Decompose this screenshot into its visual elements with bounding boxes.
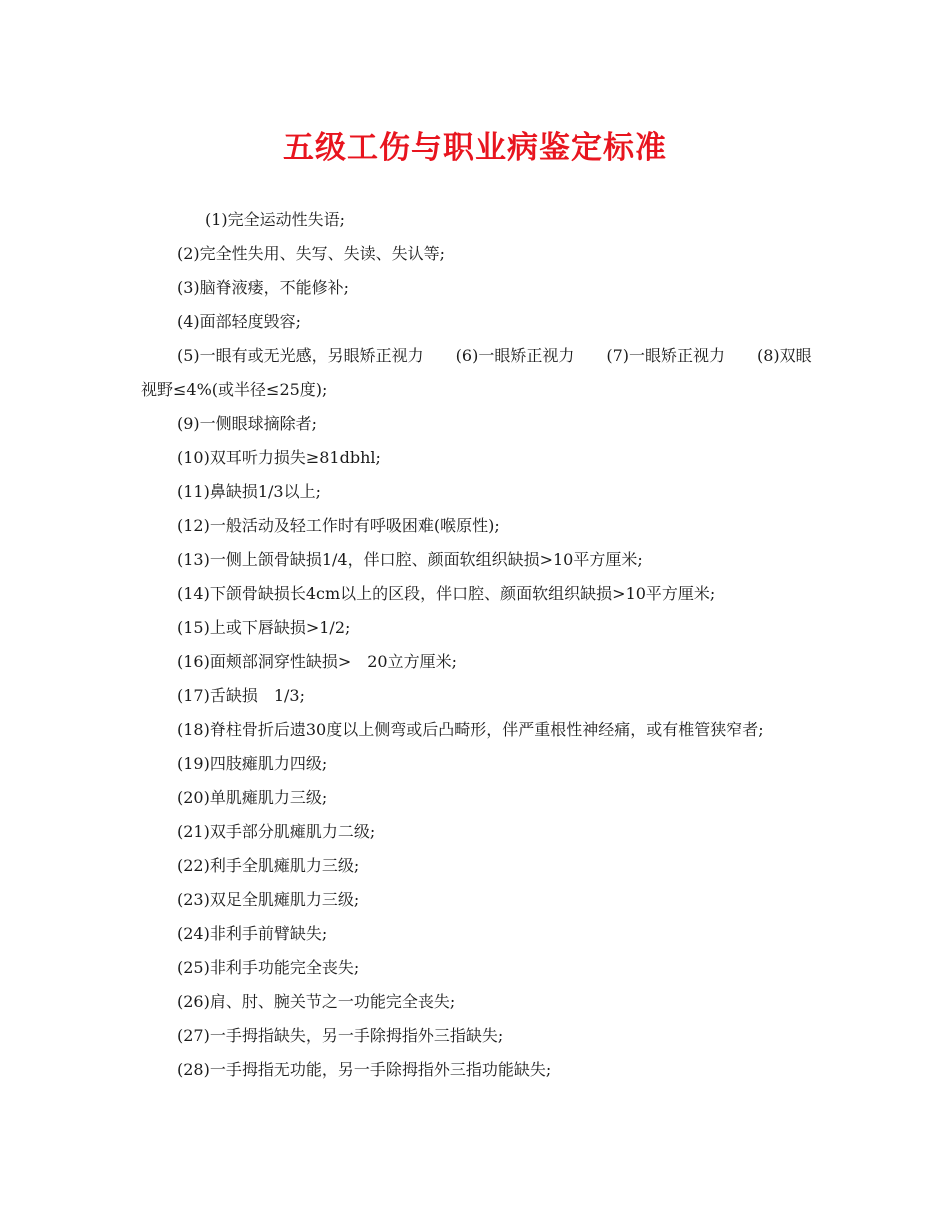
- list-item: (17)舌缺损 1/3;: [177, 686, 305, 705]
- list-item: (2)完全性失用、失写、失读、失认等;: [177, 244, 446, 263]
- list-item: (3)脑脊液瘘，不能修补;: [177, 278, 350, 297]
- list-item: (10)双耳听力损失≥81dbhl;: [177, 448, 381, 467]
- list-item: (5)一眼有或无光感，另眼矫正视力 (6)一眼矫正视力 (7)一眼矫正视力 (8)双眼视野≤4%(或半径≤25度);: [141, 346, 812, 399]
- list-item: (24)非利手前臂缺失;: [177, 924, 328, 943]
- list-item: (9)一侧眼球摘除者;: [177, 414, 318, 433]
- list-item: (1)完全运动性失语;: [205, 210, 346, 229]
- list-item: (11)鼻缺损1/3以上;: [177, 482, 321, 501]
- list-item: (13)一侧上颌骨缺损1/4，伴口腔、颜面软组织缺损>10平方厘米;: [177, 550, 643, 569]
- list-item: (25)非利手功能完全丧失;: [177, 958, 360, 977]
- list-item: (14)下颌骨缺损长4cm以上的区段，伴口腔、颜面软组织缺损>10平方厘米;: [177, 584, 716, 603]
- list-item: (4)面部轻度毁容;: [177, 312, 302, 331]
- list-item: (19)四肢瘫肌力四级;: [177, 754, 328, 773]
- list-item: (12)一般活动及轻工作时有呼吸困难(喉原性);: [177, 516, 500, 535]
- list-item: (20)单肌瘫肌力三级;: [177, 788, 328, 807]
- list-item: (26)肩、肘、腕关节之一功能完全丧失;: [177, 992, 456, 1011]
- list-item: (22)利手全肌瘫肌力三级;: [177, 856, 360, 875]
- list-item: (23)双足全肌瘫肌力三级;: [177, 890, 360, 909]
- document-body: [141, 203, 813, 1087]
- list-item: (15)上或下唇缺损>1/2;: [177, 618, 351, 637]
- list-item: (18)脊柱骨折后遗30度以上侧弯或后凸畸形，伴严重根性神经痛，或有椎管狭窄者;: [177, 720, 764, 739]
- list-item: (27)一手拇指缺失，另一手除拇指外三指缺失;: [177, 1026, 504, 1045]
- list-item: (21)双手部分肌瘫肌力二级;: [177, 822, 376, 841]
- document-title: 五级工伤与职业病鉴定标准: [283, 130, 667, 166]
- list-item: (16)面颊部洞穿性缺损> 20立方厘米;: [177, 652, 458, 671]
- list-item: (28)一手拇指无功能，另一手除拇指外三指功能缺失;: [177, 1060, 552, 1079]
